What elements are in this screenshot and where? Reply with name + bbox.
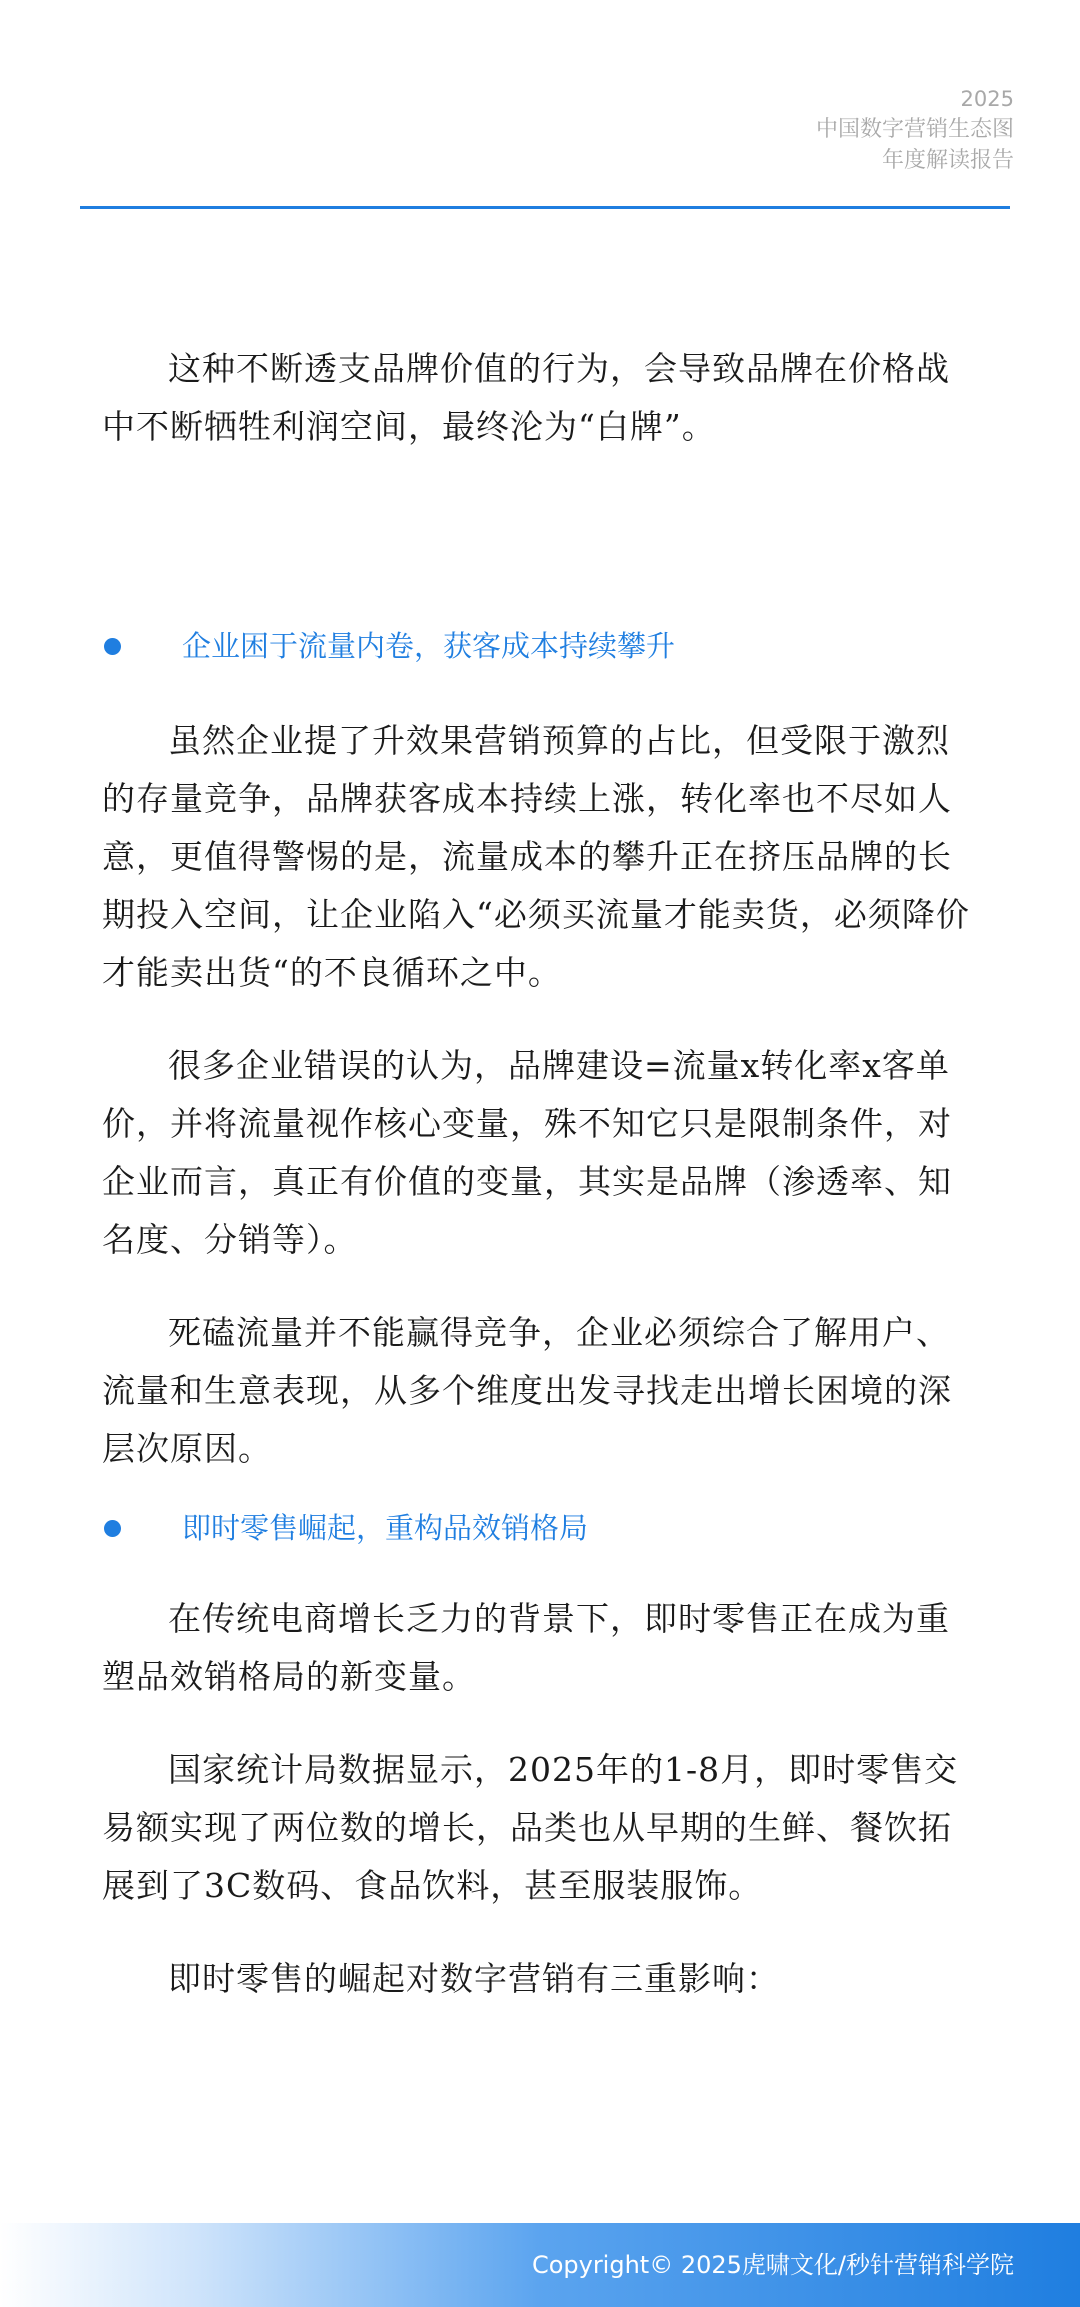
paragraph: 国家统计局数据显示，2025年的1-8月，即时零售交易额实现了两位数的增长，品类也从早期的生鲜、餐饮拓展到了3C数码、食品饮料，甚至服装服饰。 xyxy=(102,1750,959,1905)
copyright-text: Copyright© 2025虎啸文化/秒针营销科学院 xyxy=(531,2251,1014,2279)
report-title-line2: 年度解读报告 xyxy=(881,148,1014,173)
header-divider xyxy=(80,206,1010,209)
bullet-dot-icon xyxy=(104,638,121,655)
bullet-dot-icon xyxy=(104,1520,121,1537)
paragraph: 这种不断透支品牌价值的行为，会导致品牌在价格战中不断牺牲利润空间，最终沦为“白牌”。 xyxy=(102,349,950,446)
section-heading-text: 即时零售崛起，重构品效销格局 xyxy=(182,1511,589,1545)
paragraph: 虽然企业提了升效果营销预算的占比，但受限于激烈的存量竞争，品牌获客成本持续上涨，转化率也不尽如人意，更值得警惕的是，流量成本的攀升正在挤压品牌的长期投入空间，让企业陷入“必须买流量才能卖货，必须降价才能卖出货“的不良循环之中。 xyxy=(102,721,970,992)
report-header xyxy=(816,84,1014,176)
section-heading xyxy=(102,624,982,668)
paragraph: 即时零售的崛起对数字营销有三重影响： xyxy=(168,1959,780,1998)
footer-bar xyxy=(0,2223,1080,2307)
paragraph: 在传统电商增长乏力的背景下，即时零售正在成为重塑品效销格局的新变量。 xyxy=(102,1599,950,1696)
paragraph: 死磕流量并不能赢得竞争，企业必须综合了解用户、流量和生意表现，从多个维度出发寻找走出增长困境的深层次原因。 xyxy=(102,1313,952,1468)
section-heading xyxy=(102,1506,982,1550)
article-body xyxy=(102,340,982,2008)
section-heading-text: 企业困于流量内卷，获客成本持续攀升 xyxy=(182,629,676,663)
paragraph: 很多企业错误的认为，品牌建设=流量x转化率x客单价，并将流量视作核心变量，殊不知它只是限制条件，对企业而言，真正有价值的变量，其实是品牌（渗透率、知名度、分销等）。 xyxy=(102,1046,952,1259)
report-title-line1: 中国数字营销生态图 xyxy=(815,117,1014,142)
report-year: 2025 xyxy=(960,87,1014,111)
